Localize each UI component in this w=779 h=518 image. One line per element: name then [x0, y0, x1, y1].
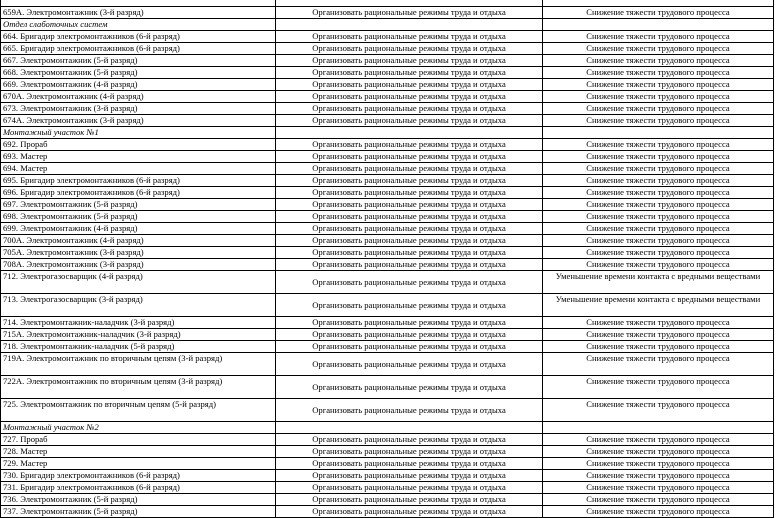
- position-cell: 731. Бригадир электромонтажников (6-й разряд): [1, 482, 276, 494]
- measure-cell: Организовать рациональные режимы труда и отдыха: [276, 43, 543, 55]
- measure-cell: Организовать рациональные режимы труда и отдыха: [276, 175, 543, 187]
- position-cell: 712. Электрогазосварщик (4-й разряд): [1, 271, 276, 294]
- position-cell: 705А. Электромонтажник (3-й разряд): [1, 247, 276, 259]
- measure-cell: Организовать рациональные режимы труда и отдыха: [276, 235, 543, 247]
- table-row: [1, 7, 774, 19]
- measure-cell: Организовать рациональные режимы труда и отдыха: [276, 317, 543, 329]
- result-cell: Снижение тяжести трудового процесса: [543, 329, 774, 341]
- result-cell: Снижение тяжести трудового процесса: [543, 506, 774, 518]
- position-cell: 697. Электромонтажник (5-й разряд): [1, 199, 276, 211]
- measure-cell: Организовать рациональные режимы труда и отдыха: [276, 67, 543, 79]
- measure-cell: Организовать рациональные режимы труда и отдыха: [276, 115, 543, 127]
- position-cell: 722А. Электромонтажник по вторичным цепям (3-й разряд): [1, 376, 276, 399]
- position-cell: 674А. Электромонтажник (3-й разряд): [1, 115, 276, 127]
- result-cell: Снижение тяжести трудового процесса: [543, 139, 774, 151]
- position-cell: 665. Бригадир электромонтажников (6-й разряд): [1, 43, 276, 55]
- measure-cell: Организовать рациональные режимы труда и отдыха: [276, 458, 543, 470]
- position-cell: 728. Мастер: [1, 446, 276, 458]
- result-cell: Снижение тяжести трудового процесса: [543, 151, 774, 163]
- measure-cell: Организовать рациональные режимы труда и отдыха: [276, 187, 543, 199]
- position-cell: 729. Мастер: [1, 458, 276, 470]
- table-row: [1, 139, 774, 151]
- measure-cell: Организовать рациональные режимы труда и отдыха: [276, 199, 543, 211]
- empty-cell: [543, 422, 774, 434]
- table-row: [1, 329, 774, 341]
- table-row: [1, 247, 774, 259]
- measure-cell: Организовать рациональные режимы труда и отдыха: [276, 31, 543, 43]
- measure-cell: Организовать рациональные режимы труда и отдыха: [276, 211, 543, 223]
- result-cell: Снижение тяжести трудового процесса: [543, 353, 774, 376]
- result-cell: Снижение тяжести трудового процесса: [543, 43, 774, 55]
- measure-cell: Организовать рациональные режимы труда и отдыха: [276, 341, 543, 353]
- position-cell: 670А. Электромонтажник (4-й разряд): [1, 91, 276, 103]
- position-cell: 715А. Электромонтажник-наладчик (3-й разряд): [1, 329, 276, 341]
- table-row: [1, 115, 774, 127]
- table-row: [1, 31, 774, 43]
- position-cell: 708А. Электромонтажник (3-й разряд): [1, 259, 276, 271]
- result-cell: Снижение тяжести трудового процесса: [543, 259, 774, 271]
- section-row: [1, 422, 774, 434]
- measure-cell: Организовать рациональные режимы труда и отдыха: [276, 470, 543, 482]
- table-row: [1, 353, 774, 376]
- measure-cell: Организовать рациональные режимы труда и отдыха: [276, 329, 543, 341]
- result-cell: Снижение тяжести трудового процесса: [543, 235, 774, 247]
- empty-cell: [276, 19, 543, 31]
- result-cell: Снижение тяжести трудового процесса: [543, 91, 774, 103]
- table-row: [1, 67, 774, 79]
- result-cell: Снижение тяжести трудового процесса: [543, 163, 774, 175]
- position-cell: 719А. Электромонтажник по вторичным цепям (3-й разряд): [1, 353, 276, 376]
- measure-cell: Организовать рациональные режимы труда и отдыха: [276, 434, 543, 446]
- measure-cell: Организовать рациональные режимы труда и отдыха: [276, 103, 543, 115]
- position-cell: 668. Электромонтажник (5-й разряд): [1, 67, 276, 79]
- table-row: [1, 211, 774, 223]
- section-row: [1, 127, 774, 139]
- table-row: [1, 399, 774, 422]
- table-row: [1, 163, 774, 175]
- table-row: [1, 294, 774, 317]
- table-row: [1, 199, 774, 211]
- result-cell: Уменьшение времени контакта с вредными веществами: [543, 294, 774, 317]
- result-cell: Снижение тяжести трудового процесса: [543, 317, 774, 329]
- result-cell: Снижение тяжести трудового процесса: [543, 458, 774, 470]
- position-cell: 698. Электромонтажник (5-й разряд): [1, 211, 276, 223]
- measure-cell: Организовать рациональные режимы труда и отдыха: [276, 446, 543, 458]
- measure-cell: Организовать рациональные режимы труда и отдыха: [276, 376, 543, 399]
- measure-cell: Организовать рациональные режимы труда и отдыха: [276, 139, 543, 151]
- position-cell: 692. Прораб: [1, 139, 276, 151]
- table-row: [1, 434, 774, 446]
- result-cell: Снижение тяжести трудового процесса: [543, 115, 774, 127]
- result-cell: Снижение тяжести трудового процесса: [543, 199, 774, 211]
- result-cell: Снижение тяжести трудового процесса: [543, 103, 774, 115]
- result-cell: Снижение тяжести трудового процесса: [543, 446, 774, 458]
- measure-cell: Организовать рациональные режимы труда и отдыха: [276, 163, 543, 175]
- measure-cell: Организовать рациональные режимы труда и отдыха: [276, 223, 543, 235]
- empty-cell: [276, 422, 543, 434]
- measure-cell: Организовать рациональные режимы труда и отдыха: [276, 494, 543, 506]
- position-cell: 659А. Электромонтажник (3-й разряд): [1, 7, 276, 19]
- measures-table-body: [1, 0, 774, 518]
- table-row: [1, 446, 774, 458]
- result-cell: Снижение тяжести трудового процесса: [543, 7, 774, 19]
- measure-cell: Организовать рациональные режимы труда и отдыха: [276, 247, 543, 259]
- section-title: Монтажный участок №1: [1, 127, 276, 139]
- result-cell: Снижение тяжести трудового процесса: [543, 175, 774, 187]
- measure-cell: Организовать рациональные режимы труда и отдыха: [276, 482, 543, 494]
- position-cell: 673. Электромонтажник (3-й разряд): [1, 103, 276, 115]
- result-cell: Снижение тяжести трудового процесса: [543, 341, 774, 353]
- position-cell: 737. Электромонтажник (5-й разряд): [1, 506, 276, 518]
- result-cell: Снижение тяжести трудового процесса: [543, 247, 774, 259]
- measure-cell: Организовать рациональные режимы труда и отдыха: [276, 7, 543, 19]
- table-row: [1, 43, 774, 55]
- position-cell: 667. Электромонтажник (5-й разряд): [1, 55, 276, 67]
- position-cell: 713. Электрогазосварщик (3-й разряд): [1, 294, 276, 317]
- position-cell: 669. Электромонтажник (4-й разряд): [1, 79, 276, 91]
- measure-cell: Организовать рациональные режимы труда и отдыха: [276, 259, 543, 271]
- empty-cell: [543, 127, 774, 139]
- measure-cell: Организовать рациональные режимы труда и отдыха: [276, 271, 543, 294]
- position-cell: 736. Электромонтажник (5-й разряд): [1, 494, 276, 506]
- empty-cell: [276, 127, 543, 139]
- table-row: [1, 151, 774, 163]
- table-row: [1, 341, 774, 353]
- measure-cell: Организовать рациональные режимы труда и отдыха: [276, 151, 543, 163]
- result-cell: Снижение тяжести трудового процесса: [543, 211, 774, 223]
- result-cell: Снижение тяжести трудового процесса: [543, 31, 774, 43]
- table-row: [1, 458, 774, 470]
- position-cell: 694. Мастер: [1, 163, 276, 175]
- table-row: [1, 235, 774, 247]
- table-row: [1, 79, 774, 91]
- table-row: [1, 259, 774, 271]
- table-row: [1, 55, 774, 67]
- position-cell: 725. Электромонтажник по вторичным цепям (5-й разряд): [1, 399, 276, 422]
- result-cell: Снижение тяжести трудового процесса: [543, 223, 774, 235]
- result-cell: Снижение тяжести трудового процесса: [543, 482, 774, 494]
- result-cell: Снижение тяжести трудового процесса: [543, 494, 774, 506]
- measure-cell: Организовать рациональные режимы труда и отдыха: [276, 353, 543, 376]
- table-row: [1, 175, 774, 187]
- table-row: [1, 482, 774, 494]
- table-row: [1, 317, 774, 329]
- measure-cell: Организовать рациональные режимы труда и отдыха: [276, 79, 543, 91]
- table-row: [1, 494, 774, 506]
- result-cell: Снижение тяжести трудового процесса: [543, 55, 774, 67]
- measure-cell: Организовать рациональные режимы труда и отдыха: [276, 506, 543, 518]
- section-row: [1, 19, 774, 31]
- position-cell: 696. Бригадир электромонтажников (6-й разряд): [1, 187, 276, 199]
- position-cell: 730. Бригадир электромонтажников (6-й разряд): [1, 470, 276, 482]
- result-cell: Снижение тяжести трудового процесса: [543, 79, 774, 91]
- result-cell: Уменьшение времени контакта с вредными веществами: [543, 271, 774, 294]
- table-row: [1, 103, 774, 115]
- position-cell: 700А. Электромонтажник (4-й разряд): [1, 235, 276, 247]
- position-cell: 695. Бригадир электромонтажников (6-й разряд): [1, 175, 276, 187]
- result-cell: Снижение тяжести трудового процесса: [543, 67, 774, 79]
- result-cell: Снижение тяжести трудового процесса: [543, 470, 774, 482]
- measure-cell: Организовать рациональные режимы труда и отдыха: [276, 55, 543, 67]
- section-title: Монтажный участок №2: [1, 422, 276, 434]
- table-row: [1, 223, 774, 235]
- empty-cell: [543, 19, 774, 31]
- table-row: [1, 376, 774, 399]
- measure-cell: Организовать рациональные режимы труда и отдыха: [276, 399, 543, 422]
- result-cell: Снижение тяжести трудового процесса: [543, 399, 774, 422]
- measure-cell: Организовать рациональные режимы труда и отдыха: [276, 91, 543, 103]
- position-cell: 699. Электромонтажник (4-й разряд): [1, 223, 276, 235]
- result-cell: Снижение тяжести трудового процесса: [543, 187, 774, 199]
- table-row: [1, 91, 774, 103]
- section-title: Отдел слаботочных систем: [1, 19, 276, 31]
- table-row: [1, 187, 774, 199]
- table-row: [1, 470, 774, 482]
- table-row: [1, 271, 774, 294]
- position-cell: 693. Мастер: [1, 151, 276, 163]
- position-cell: 714. Электромонтажник-наладчик (3-й разряд): [1, 317, 276, 329]
- position-cell: 664. Бригадир электромонтажников (6-й разряд): [1, 31, 276, 43]
- position-cell: 727. Прораб: [1, 434, 276, 446]
- position-cell: 718. Электромонтажник-наладчик (5-й разряд): [1, 341, 276, 353]
- measure-cell: Организовать рациональные режимы труда и отдыха: [276, 294, 543, 317]
- result-cell: Снижение тяжести трудового процесса: [543, 434, 774, 446]
- result-cell: Снижение тяжести трудового процесса: [543, 376, 774, 399]
